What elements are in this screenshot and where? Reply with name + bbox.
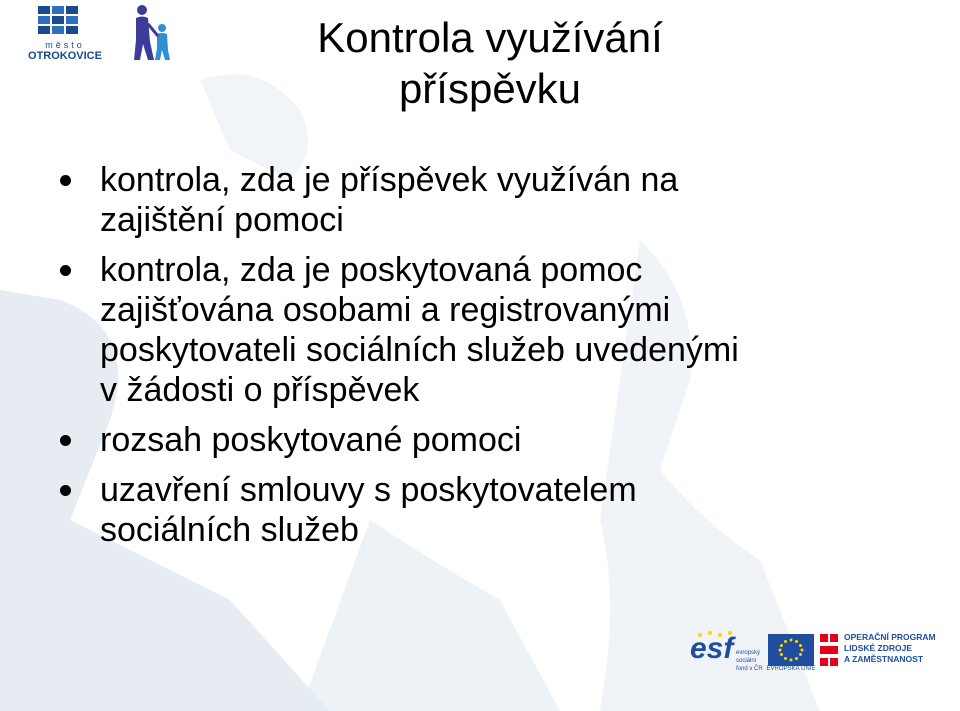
bullet-2-line-4: v žádosti o příspěvek	[100, 371, 420, 409]
bullet-1-line-1: kontrola, zda je příspěvek využíván na	[100, 161, 679, 199]
bullet-dot-icon	[60, 485, 71, 496]
bullet-4-line-2: sociálních služeb	[100, 511, 359, 549]
eu-flag-icon	[768, 634, 814, 666]
esf-mark-text: esf	[690, 632, 734, 665]
city-emblem-icon	[20, 4, 110, 40]
op-program-text	[844, 632, 954, 665]
bullet-2-line-3: poskytovateli sociálních služeb uvedenými	[100, 331, 739, 369]
bullet-dot-icon	[60, 265, 71, 276]
esf-small-1: evropský	[736, 650, 761, 656]
bullet-2-line-1: kontrola, zda je poskytovaná pomoc	[100, 251, 643, 289]
op-lzz-icon	[818, 632, 840, 668]
eu-label: EVROPSKÁ UNIE	[766, 666, 816, 672]
bullet-dot-icon	[60, 175, 71, 186]
bullet-item-2	[60, 250, 940, 410]
bullet-item-4	[60, 470, 940, 550]
bullet-item-1	[60, 160, 940, 240]
family-logo-icon	[128, 2, 180, 62]
bullet-dot-icon	[60, 435, 71, 446]
op-line-2: LIDSKÉ ZDROJE	[844, 643, 913, 653]
title-line-2: příspěvku	[398, 65, 582, 112]
slide-title	[230, 12, 750, 114]
op-line-1: OPERAČNÍ PROGRAM	[844, 632, 936, 642]
bullet-3-line-1: rozsah poskytované pomoci	[100, 421, 522, 459]
esf-logo	[690, 628, 764, 676]
op-line-3: A ZAMĚSTNANOST	[844, 654, 924, 664]
logo-city-text: OTROKOVICE	[28, 50, 102, 62]
logo-mesto-text: město	[45, 40, 85, 50]
otrokovice-logo	[20, 4, 110, 70]
bullet-2-line-2: zajišťována osobami a registrovanými	[100, 291, 671, 329]
bullet-1-line-2: zajištění pomoci	[100, 201, 344, 239]
bullet-4-line-1: uzavření smlouvy s poskytovatelem	[100, 471, 637, 509]
bullet-list	[60, 160, 940, 560]
esf-small-3: fond v ČR	[736, 666, 763, 672]
footer-logos	[690, 628, 954, 676]
title-line-1: Kontrola využívání	[317, 14, 663, 61]
esf-small-2: sociální	[736, 658, 757, 664]
bullet-item-3	[60, 420, 940, 460]
